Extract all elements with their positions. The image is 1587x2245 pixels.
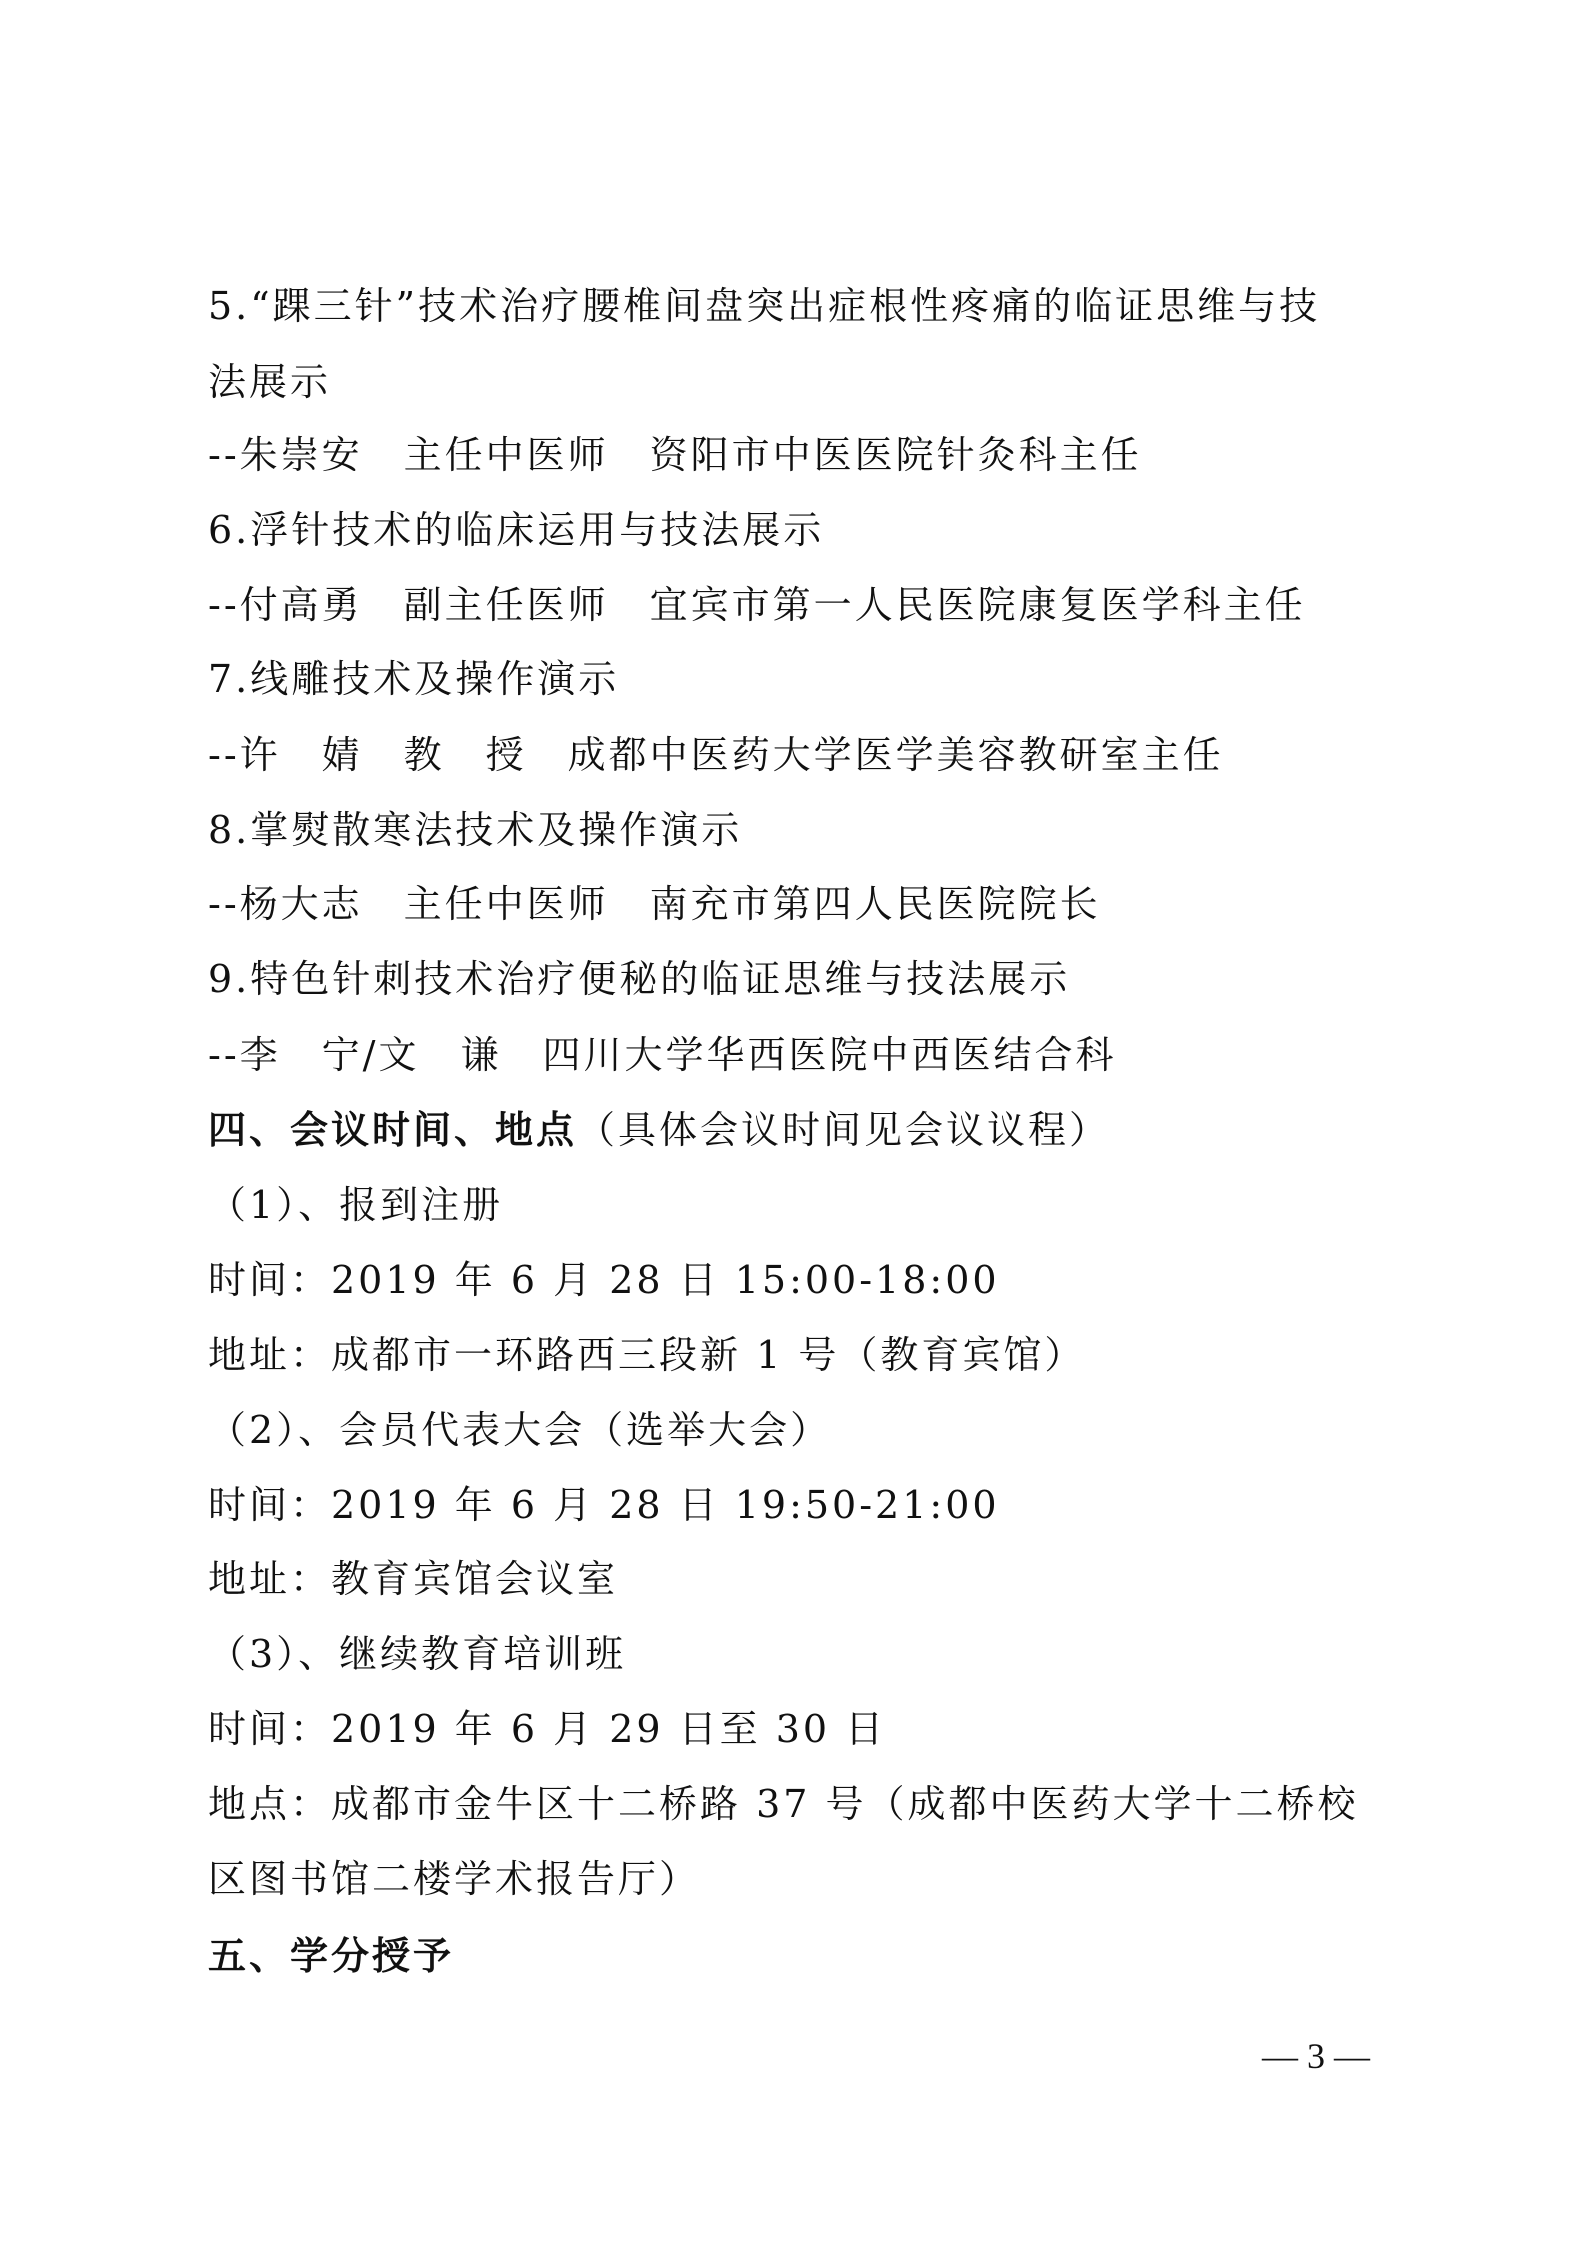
session-8-speaker: --杨大志 主任中医师 南充市第四人民医院院长 — [208, 882, 1101, 926]
page-number: — 3 — — [1262, 2036, 1370, 2076]
section-4-note: （具体会议时间见会议议程） — [577, 1108, 1111, 1152]
item-2-time: 时间：2019 年 6 月 28 日 19:50-21:00 — [208, 1483, 1000, 1527]
item-1-place: 地址：成都市一环路西三段新 1 号（教育宾馆） — [208, 1333, 1086, 1377]
session-9-title: 9.特色针刺技术治疗便秘的临证思维与技法展示 — [208, 957, 1071, 1001]
session-5-speaker: --朱崇安 主任中医师 资阳市中医医院针灸科主任 — [208, 433, 1142, 477]
section-4-heading-line — [208, 1106, 1110, 1154]
item-2-place: 地址：教育宾馆会议室 — [208, 1557, 619, 1601]
item-2-label: （2）、会员代表大会（选举大会） — [208, 1408, 832, 1452]
session-9-speaker: --李 宁/文 谦 四川大学华西医院中西医结合科 — [208, 1033, 1117, 1077]
session-6-title: 6.浮针技术的临床运用与技法展示 — [208, 508, 825, 552]
session-8-title: 8.掌熨散寒法技术及操作演示 — [208, 808, 743, 852]
item-1-time: 时间：2019 年 6 月 28 日 15:00-18:00 — [208, 1258, 1000, 1302]
item-3-label: （3）、继续教育培训班 — [208, 1632, 627, 1676]
item-3-time: 时间：2019 年 6 月 29 日至 30 日 — [208, 1707, 887, 1751]
session-5-title-line1: 5.“踝三针”技术治疗腰椎间盘突出症根性疼痛的临证思维与技 — [208, 284, 1321, 328]
item-3-place-line2: 区图书馆二楼学术报告厅） — [208, 1857, 701, 1901]
item-1-label: （1）、报到注册 — [208, 1183, 504, 1227]
session-7-speaker: --许 婧 教 授 成都中医药大学医学美容教研室主任 — [208, 733, 1224, 777]
session-7-title: 7.线雕技术及操作演示 — [208, 657, 620, 701]
session-6-speaker: --付高勇 副主任医师 宜宾市第一人民医院康复医学科主任 — [208, 583, 1306, 627]
item-3-place-line1: 地点：成都市金牛区十二桥路 37 号（成都中医药大学十二桥校 — [208, 1782, 1359, 1826]
session-5-title-line2: 法展示 — [208, 360, 332, 404]
section-4-heading: 四、会议时间、地点 — [208, 1108, 578, 1152]
section-5-heading: 五、学分授予 — [208, 1934, 455, 1978]
